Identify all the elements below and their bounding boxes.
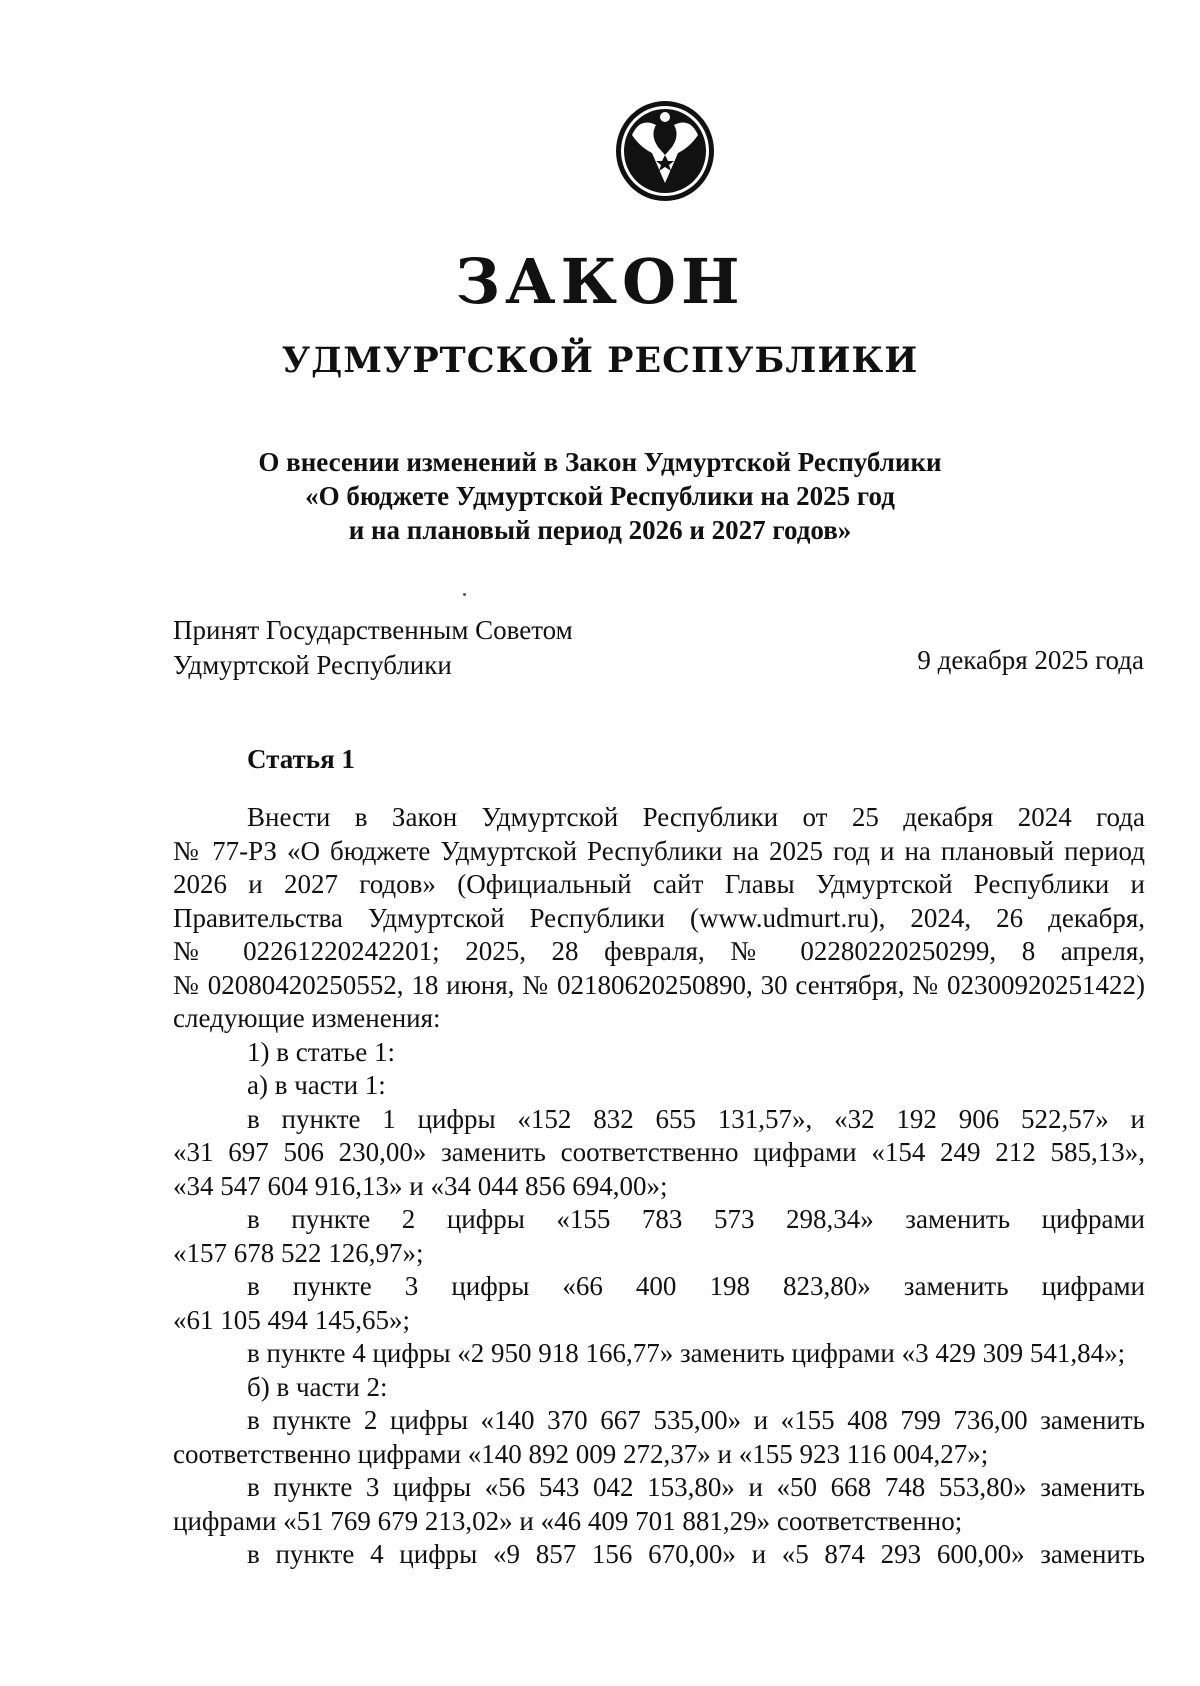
- subject-line: «О бюджете Удмуртской Республики на 2025 год: [305, 481, 895, 511]
- body-line: в пункте 2 цифры «140 370 667 535,00» и «155 408 799 736,00 заменить: [247, 1405, 1145, 1435]
- subject-line: О внесении изменений в Закон Удмуртской Республики: [258, 447, 942, 477]
- body-line: в пункте 4 цифры «2 950 918 166,77» заменить цифрами «3 429 309 541,84»;: [247, 1338, 1126, 1368]
- adoption-line: Удмуртской Республики: [173, 650, 452, 680]
- body-line: в пункте 4 цифры «9 857 156 670,00» и «5 874 293 600,00» заменить: [247, 1539, 1145, 1569]
- body-line: а) в части 1:: [247, 1070, 386, 1100]
- adoption-line: Принят Государственным Советом: [173, 615, 573, 645]
- article-heading: Статья 1: [247, 744, 355, 774]
- body-line: № 02261220242201; 2025, 28 февраля, № 02280220250299, 8 апреля,: [173, 936, 1145, 966]
- body-line: в пункте 3 цифры «66 400 198 823,80» заменить цифрами: [247, 1271, 1145, 1301]
- body-line: № 02080420250552, 18 июня, № 02180620250890, 30 сентября, № 02300920251422): [173, 969, 1145, 1000]
- coat-of-arms-icon: [612, 95, 718, 203]
- body-line: «31 697 506 230,00» заменить соответственно цифрами «154 249 212 585,13»,: [173, 1137, 1145, 1167]
- document-title: ЗАКОН: [455, 245, 745, 318]
- body-line: в пункте 2 цифры «155 783 573 298,34» заменить цифрами: [247, 1204, 1145, 1234]
- body-line: «61 105 494 145,65»;: [173, 1304, 411, 1335]
- body-line: «34 547 604 916,13» и «34 044 856 694,00»;: [173, 1170, 668, 1201]
- law-subject: [0, 445, 1200, 547]
- body-line: в пункте 3 цифры «56 543 042 153,80» и «50 668 748 553,80» заменить: [247, 1472, 1145, 1502]
- body-line: цифрами «51 769 679 213,02» и «46 409 701 881,29» соответственно;: [173, 1505, 963, 1536]
- body-line: 2026 и 2027 годов» (Официальный сайт Главы Удмуртской Республики и: [173, 869, 1145, 899]
- body-line: соответственно цифрами «140 892 009 272,37» и «155 923 116 004,27»;: [173, 1438, 989, 1469]
- scan-speck: [463, 593, 466, 596]
- body-line: следующие изменения:: [173, 1003, 441, 1033]
- body-line: Внести в Закон Удмуртской Республики от 25 декабря 2024 года: [247, 802, 1145, 832]
- article-body: [173, 801, 1145, 1572]
- body-line: 1) в статье 1:: [247, 1036, 395, 1067]
- adoption-date: 9 декабря 2025 года: [917, 645, 1144, 675]
- body-line: «157 678 522 126,97»;: [173, 1237, 424, 1268]
- body-line: в пункте 1 цифры «152 832 655 131,57», «32 192 906 522,57» и: [247, 1103, 1145, 1134]
- document-subtitle: УДМУРТСКОЙ РЕСПУБЛИКИ: [281, 340, 919, 381]
- subject-line: и на плановый период 2026 и 2027 годов»: [348, 515, 852, 545]
- body-line: Правительства Удмуртской Республики (www.udmurt.ru), 2024, 26 декабря,: [173, 902, 1145, 933]
- adoption-authority: [173, 613, 573, 683]
- body-line: № 77-РЗ «О бюджете Удмуртской Республики на 2025 год и на плановый период: [173, 835, 1145, 866]
- body-line: б) в части 2:: [247, 1371, 388, 1402]
